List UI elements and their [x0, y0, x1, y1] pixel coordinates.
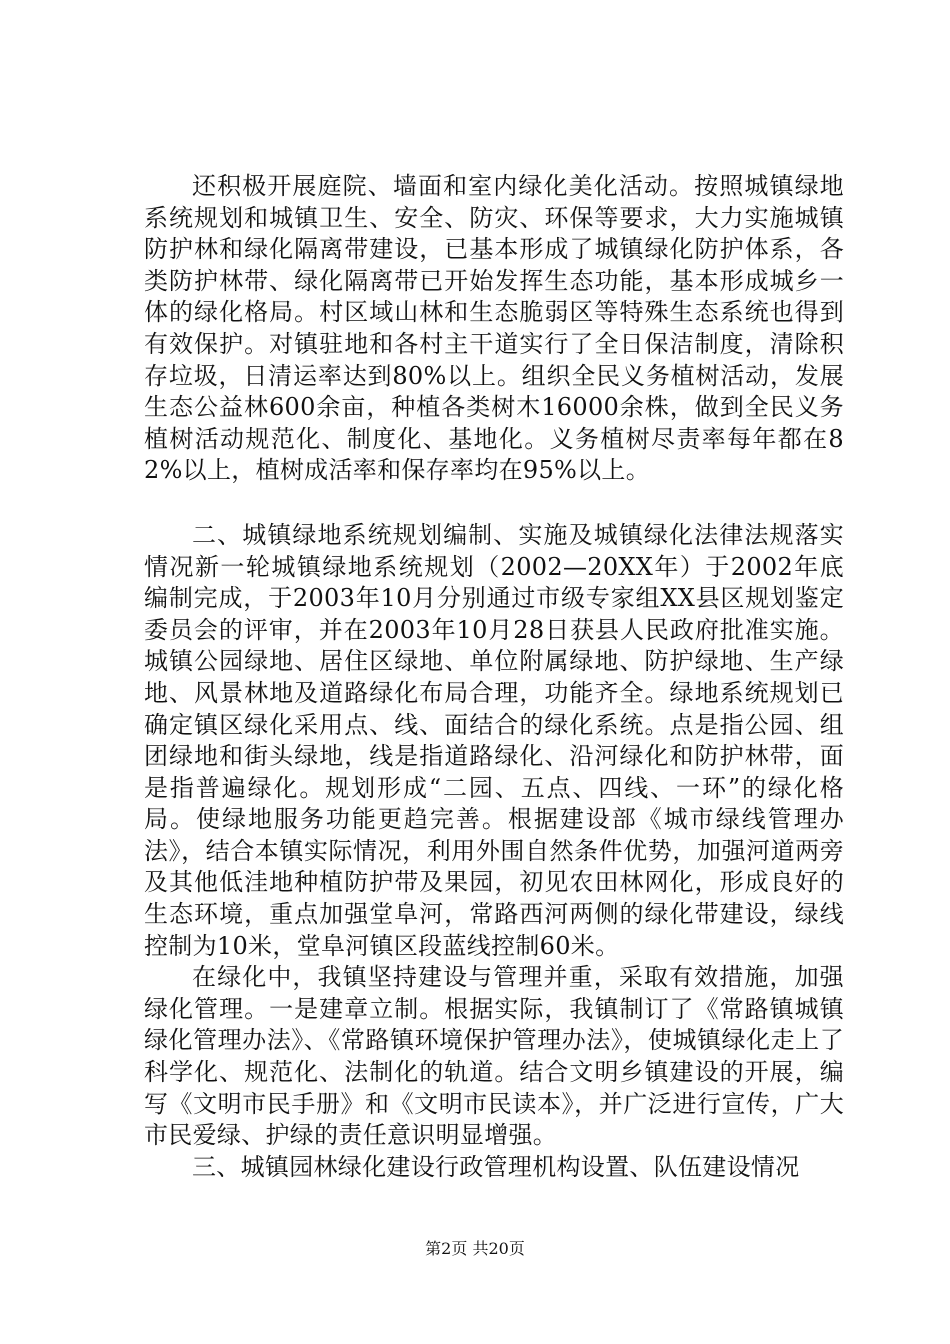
- paragraph-greening-management: 在绿化中，我镇坚持建设与管理并重，采取有效措施，加强绿化管理。一是建章立制。根据实际，我镇制订了《常路镇城镇绿化管理办法》、《常路镇环境保护管理办法》，使城镇绿化走上了科学化、规范化、法制化的轨道。结合文明乡镇建设的开展，编写《文明市民手册》和《文明市民读本》，并广泛进行宣传，广大市民爱绿、护绿的责任意识明显增强。: [144, 963, 844, 1150]
- page-footer: [0, 1239, 950, 1259]
- page-total: 共20页: [472, 1239, 525, 1258]
- paragraph-section-two-planning: 二、城镇绿地系统规划编制、实施及城镇绿化法律法规落实情况新一轮城镇绿地系统规划（2002—20XX年）于2002年底编制完成，于2003年10月分别通过市级专家组XX县区规划鉴定委员会的评审，并在2003年10月28日获县人民政府批准实施。城镇公园绿地、居住区绿地、单位附属绿地、防护绿地、生产绿地、风景林地及道路绿化布局合理，功能齐全。绿地系统规划已确定镇区绿化采用点、线、面结合的绿化系统。点是指公园、组团绿地和街头绿地，线是指道路绿化、沿河绿化和防护林带，面是指普遍绿化。规划形成“二园、五点、四线、一环”的绿化格局。使绿地服务功能更趋完善。根据建设部《城市绿线管理办法》，结合本镇实际情况，利用外围自然条件优势，加强河道两旁及其他低洼地种植防护带及果园，初见农田林网化，形成良好的生态环境，重点加强堂阜河，常路西河两侧的绿化带建设，绿线控制为10米，堂阜河镇区段蓝线控制60米。: [144, 520, 844, 960]
- paragraph-greening-achievements: 还积极开展庭院、墙面和室内绿化美化活动。按照城镇绿地系统规划和城镇卫生、安全、防灾、环保等要求，大力实施城镇防护林和绿化隔离带建设，已基本形成了城镇绿化防护体系，各类防护林带、绿化隔离带已开始发挥生态功能，基本形成城乡一体的绿化格局。村区域山林和生态脆弱区等特殊生态系统也得到有效保护。对镇驻地和各村主干道实行了全日保洁制度，清除积存垃圾，日清运率达到80%以上。组织全民义务植树活动，发展生态公益林600余亩，种植各类树木16000余株，做到全民义务植树活动规范化、制度化、基地化。义务植树尽责率每年都在82%以上，植树成活率和保存率均在95%以上。: [144, 172, 844, 485]
- paragraph-section-three-heading: 三、城镇园林绿化建设行政管理机构设置、队伍建设情况: [192, 1152, 800, 1181]
- page-number: 第2页: [425, 1239, 468, 1258]
- document-body: [144, 171, 844, 1183]
